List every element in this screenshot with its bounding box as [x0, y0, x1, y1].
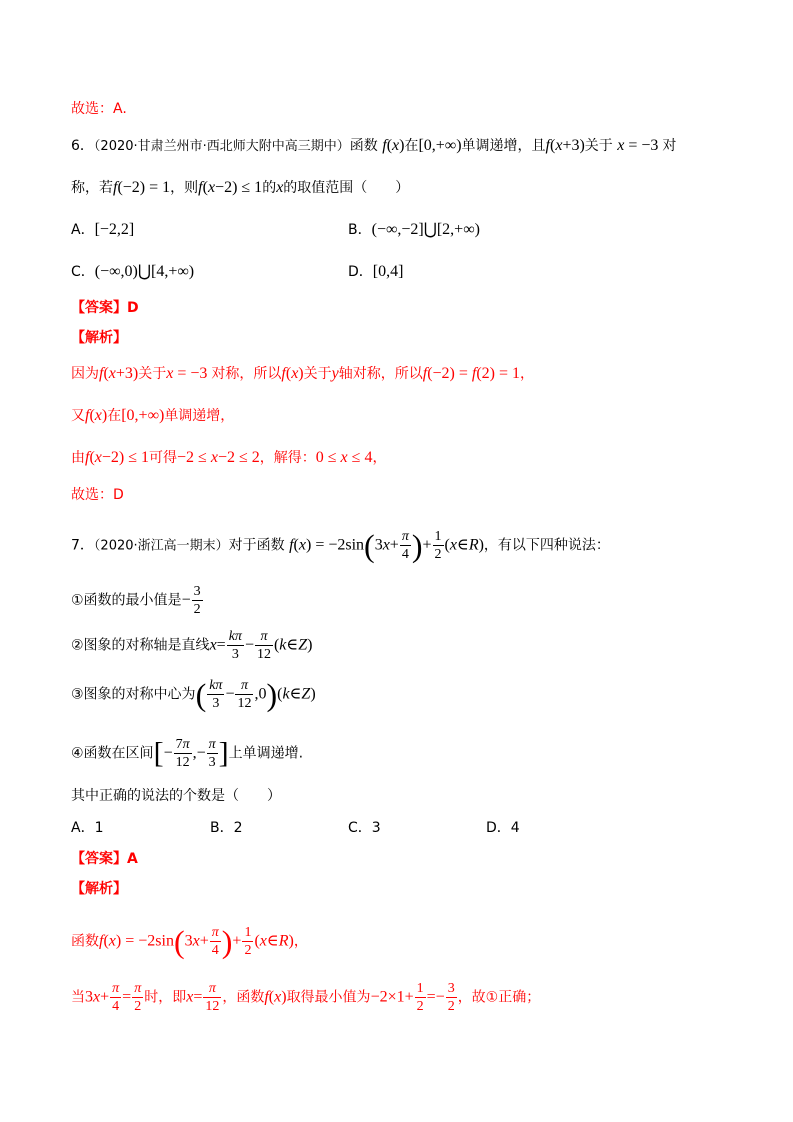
q7-option-a: A．1: [71, 820, 104, 836]
q7-question: 其中正确的说法的个数是（ ）: [71, 788, 281, 804]
q7-sol-text: 时，即: [144, 989, 187, 1006]
q7-statement-text: ③图象的对称中心为: [71, 686, 196, 703]
q6-sol-text: 轴对称，所以: [338, 366, 423, 382]
q7-statement-1: ①函数的最小值是− $\frac{3}{2}$: [71, 584, 201, 617]
q6-text: ，则: [170, 180, 199, 196]
q7-stem: 7．（2020·浙江高一期末）对于函数 f(x) = −2sin(3x+ $\frac{\pi}{4}$ )+ $\frac{1}{2}$ (x∈R)，有以下四种说法：: [71, 527, 610, 564]
q6-sol-text: 可得: [149, 450, 178, 466]
option-label: C．: [71, 264, 95, 280]
q6-option-b: [348, 220, 480, 240]
q6-sol-text: 在: [107, 408, 122, 424]
q7-solution-line2: 当3x+ $\frac{\pi}{4}$ = $\frac{\pi}{2}$ 时，即x= $\frac{\pi}{12}$ ，函数f(x)取得最小值为−2×1+ $\frac{1}{2}$ =− $\frac{3}{2}$ ，故①正确；: [71, 981, 541, 1014]
q7-text: 对于函数: [228, 537, 285, 554]
q6-text: 的取值范围（ ）: [283, 180, 410, 196]
q6-answer: 【答案】D: [71, 300, 139, 316]
option-value: [−2,2]: [94, 221, 135, 238]
q6-solution-line3: 由f(x−2) ≤ 1可得−2 ≤ x−2 ≤ 2，解得：0 ≤ x ≤ 4，: [71, 449, 387, 466]
q6-sol-text: ，: [372, 450, 387, 466]
q7-sol-text: ，函数: [222, 989, 265, 1006]
q7-sol-text: 当: [71, 989, 85, 1006]
q6-text: 的: [262, 180, 277, 196]
q6-solution-line2: 又f(x)在[0,+∞)单调递增，: [71, 407, 235, 424]
q6-sol-text: ，解得：: [259, 450, 316, 466]
q7-option-d: D．4: [486, 820, 520, 836]
q7-sol-text: ，故①正确；: [457, 989, 541, 1006]
q7-source: （2020·浙江高一期末）: [93, 538, 229, 554]
q6-sol-text: 关于: [138, 366, 167, 382]
option-label: D．: [348, 264, 373, 280]
q7-option-c: C．3: [348, 820, 381, 836]
q7-sol-text: 取得最小值为: [286, 989, 371, 1006]
q6-sol-text: 单调递增，: [164, 408, 235, 424]
q7-statement-4: ④函数在区间[− $\frac{7\pi}{12}$ ,− $\frac{\pi}{3}$ ]上单调递增.: [71, 736, 304, 770]
q7-statement-3: ③图象的对称中心为( $\frac{k\pi}{3}$ − $\frac{\pi}{12}$ ,0)(k∈Z): [71, 676, 316, 713]
q6-option-a: [71, 220, 134, 240]
q6-text: 函数: [349, 138, 378, 154]
q7-statement-2: ②图象的对称轴是直线x= $\frac{k\pi}{3}$ − $\frac{\pi}{12}$ (k∈Z): [71, 629, 313, 662]
q7-option-b: B．2: [210, 820, 243, 836]
q6-solution-line1: 因为f(x+3)关于x = −3 对称，所以f(x)关于y轴对称，所以f(−2) = f(2) = 1，: [71, 365, 535, 382]
q7-sol-text: ，: [293, 933, 308, 950]
q7-text: ，有以下四种说法：: [483, 537, 610, 554]
q6-sol-text: 对称，所以: [211, 366, 282, 382]
q6-final: 故选：D: [71, 487, 124, 503]
q7-number: 7．: [71, 537, 94, 554]
q6-text: 关于: [584, 138, 613, 154]
q6-option-c: [71, 262, 194, 282]
option-label: B．: [348, 222, 372, 238]
q6-option-d: [348, 262, 403, 282]
option-value: (−∞,0)⋃[4,+∞): [94, 263, 195, 280]
q7-answer: 【答案】A: [71, 851, 138, 867]
q6-sol-text: 由: [71, 450, 85, 466]
option-value: [0,4]: [372, 263, 404, 280]
q6-text: 对: [662, 138, 677, 154]
q6-sol-text: 关于: [303, 366, 332, 382]
previous-answer: 故选：A.: [71, 101, 127, 117]
option-value: (−∞,−2]⋃[2,+∞): [371, 221, 480, 238]
q7-statement-text: 上单调递增.: [228, 745, 304, 762]
q6-text: 在: [404, 138, 419, 154]
q6-text: 单调递增，且: [461, 138, 546, 154]
q6-analysis-heading: 【解析】: [71, 330, 127, 346]
q7-analysis-heading: 【解析】: [71, 881, 127, 897]
q6-sol-text: 又: [71, 408, 85, 424]
q7-statement-text: ②图象的对称轴是直线: [71, 637, 210, 654]
q6-source: （2020·甘肃兰州市·西北师大附中高三期中）: [93, 139, 350, 154]
q6-number: 6．: [71, 138, 94, 154]
q7-statement-text: ④函数在区间: [71, 745, 154, 762]
q6-text: 称，若: [71, 180, 113, 196]
option-label: A．: [71, 222, 95, 238]
q7-statement-text: ①函数的最小值是: [71, 592, 182, 609]
q6-stem-line2: 称，若f(−2) = 1，则f(x−2) ≤ 1的x的取值范围（ ）: [71, 179, 410, 196]
q7-sol-text: 函数: [71, 933, 99, 950]
q6-stem-line1: 6．（2020·甘肃兰州市·西北师大附中高三期中）函数 f(x)在[0,+∞)单调递增，且f(x+3)关于 x = −3 对: [71, 137, 677, 154]
q7-solution-line1: 函数f(x) = −2sin(3x+ $\frac{\pi}{4}$ )+ $\frac{1}{2}$ (x∈R)，: [71, 923, 308, 960]
q6-sol-text: 因为: [71, 366, 99, 382]
